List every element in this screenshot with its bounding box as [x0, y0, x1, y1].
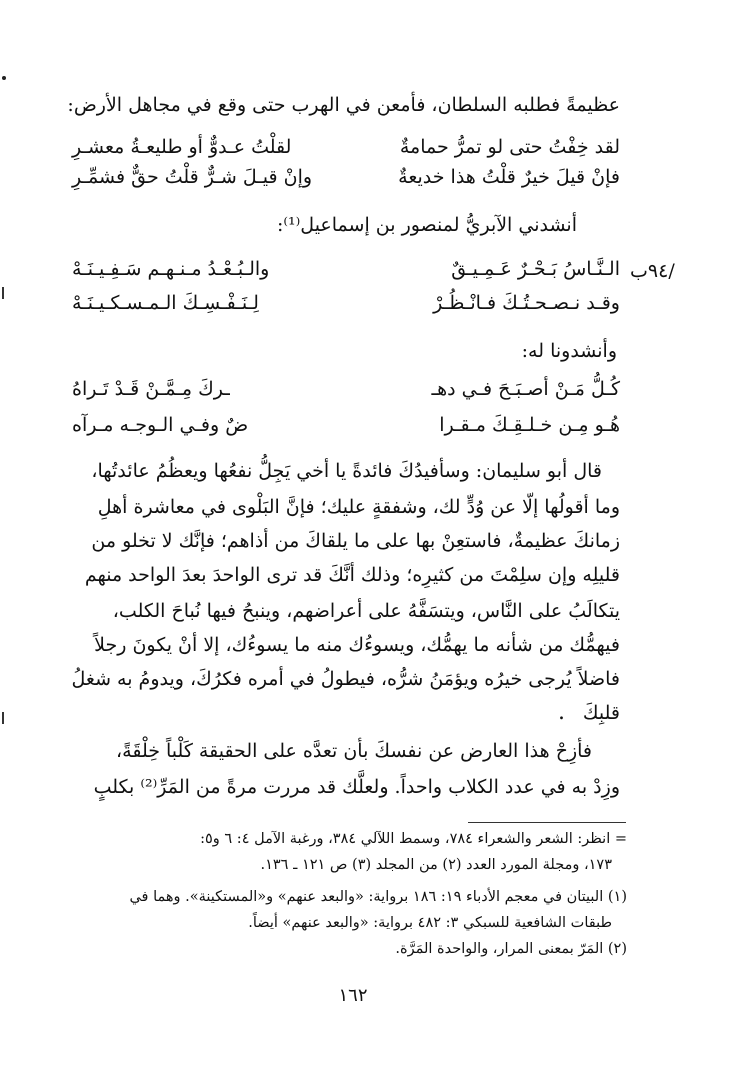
verse-hemistich-right: فإنْ قيلَ خيرٌ قلْتُ هذا خديعةٌ — [398, 166, 620, 188]
margin-tick — [2, 712, 4, 724]
body-line: وزِدْ به في عدد الكلاب واحداً. ولعلَّك قد مررت مرةً من المَرِّ⁽²⁾ بكلبٍ — [93, 776, 620, 798]
body-line: يتكالَبُ على النَّاس، ويتسَفَّهُ على أعراضهم، وينبحُ فيها نُباحَ الكلب، — [112, 600, 620, 622]
footnote-line: (١) البيتان في معجم الأدباء ١٩: ١٨٦ برواية: «والبعد عنهم» و«المستكينة». وهما في — [129, 889, 627, 905]
page-number: ١٦٢ — [338, 985, 368, 1006]
verse-hemistich-right: هُـو مِـن خـلـقِـكَ مـقـرا — [439, 414, 620, 436]
verse-hemistich-right: الـنَّـاسُ بَـحْـرٌ عَـمِـيـقٌ — [451, 258, 620, 280]
body-line: وما أقولُها إلّا عن وُدٍّ لك، وشفقةٍ عليك؛ فإنَّ البَلْوى في معاشرة أهلِ — [97, 496, 620, 518]
margin-tick — [2, 287, 4, 299]
body-line: فيهمُّك من شأنه ما يهمُّك، ويسوءُك منه ما يسوءُك، إلا أنْ يكونَ رجلاً — [94, 634, 620, 656]
body-line: فأزِحْ هذا العارض عن نفسكَ بأن تعدَّه على الحقيقة كَلْباً خِلْقَةً، — [116, 740, 592, 762]
body-line: قلبِكَ — [582, 702, 620, 724]
footnote-line: ١٧٣، ومجلة المورد العدد (٢) من المجلد (٣) ص ١٢١ ـ ١٣٦. — [260, 857, 612, 873]
body-line: أنشدني الآبريُّ لمنصور بن إسماعيل⁽¹⁾: — [276, 214, 577, 236]
footnote-rule — [468, 822, 626, 823]
footnote-line: طبقات الشافعية للسبكي ٣: ٤٨٢ برواية: «والبعد عنهم» أيضاً. — [248, 915, 612, 931]
full-stop-mark: . — [558, 700, 565, 725]
body-line: زمانكَ عظيمةٌ، فاستعِنْ بها على ما يلقاكَ من أذاهم؛ فإنَّك لا تخلو من — [91, 530, 620, 552]
body-line: فاضلاً يُرجى خيرُه ويؤمَنُ شرُّه، فيطولُ في أمره فكرُكَ، ويدومُ به شغلُ — [71, 668, 620, 690]
verse-hemistich-left: ضٌ وفـي الـوجـه مـرآه — [72, 414, 249, 436]
footnote-line: (٢) المَرّ بمعنى المرار، والواحدة المَرَّة. — [395, 941, 627, 957]
margin-dot — [2, 76, 6, 80]
verse-hemistich-right: لقد خِفْتُ حتى لو تمرُّ حمامةٌ — [399, 136, 620, 158]
verse-hemistich-left: والـبُـعْـدُ مـنـهـم سَـفِـيـنَـهْ — [72, 258, 270, 280]
body-line: وأنشدونا له: — [521, 340, 617, 362]
verse-hemistich-right: وقـد نـصـحـتُـكَ فـانْـظُـرْ — [433, 292, 620, 314]
margin-folio-note: /٩٤ب — [630, 260, 675, 282]
footnote-line: = انظر: الشعر والشعراء ٧٨٤، وسمط اللآلي ٣٨٤، ورغبة الآمل ٤: ٦ و٥: — [200, 831, 627, 847]
verse-hemistich-left: وإنْ قيـلَ شـرٌّ قلْتُ حقٌّ فشمِّـرِ — [72, 166, 313, 188]
verse-hemistich-right: كُـلُّ مَـنْ أصـبَـحَ فـي دهـ — [431, 378, 620, 400]
verse-hemistich-left: ـركَ مِـمَّـنْ قَـدْ تَـراهُ — [72, 378, 230, 400]
verse-hemistich-left: لقلْتُ عـدوٌّ أو طليعـةُ معشـرِ — [72, 136, 292, 158]
verse-hemistich-left: لِـنَـفْـسِـكَ الـمـسـكـيـنَـهْ — [72, 292, 259, 314]
body-line: قال أبو سليمان: وسأفيدُكَ فائدةً يا أخي يَجِلُّ نفعُها ويعظُمُ عائدتُها، — [91, 460, 602, 482]
body-line: قليلِه وإن سلِمْتَ من كثيرِه؛ وذلك أنَّكَ قد ترى الواحدَ بعدَ الواحد منهم — [84, 564, 620, 586]
body-line: عظيمةً فطلبه السلطان، فأمعن في الهرب حتى وقع في مجاهل الأرض: — [67, 94, 620, 116]
